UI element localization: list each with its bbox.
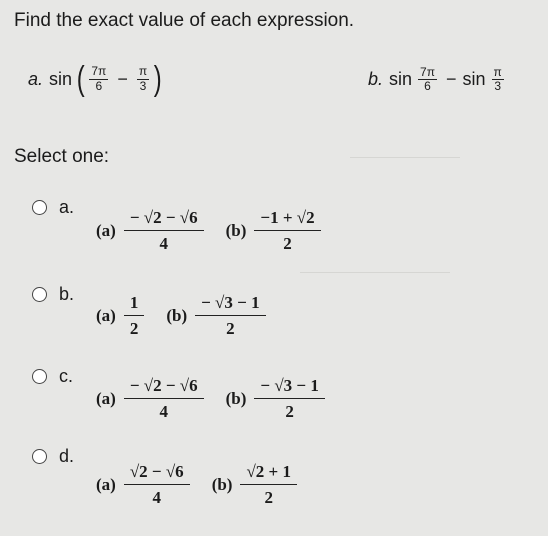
- fraction-denominator: 2: [226, 319, 235, 338]
- fraction-denominator: 4: [159, 402, 168, 421]
- answer-a-fraction: [124, 293, 145, 339]
- fraction-numerator: −1 + √2: [254, 208, 320, 231]
- option-c-answer: [96, 376, 325, 422]
- part-b-sin-2: sin: [462, 69, 486, 90]
- right-paren: ): [153, 60, 162, 98]
- answer-b-fraction: [254, 376, 324, 422]
- part-a-sin: sin: [49, 68, 73, 89]
- fraction-numerator: 7π: [420, 65, 435, 79]
- option-b[interactable]: [32, 284, 74, 305]
- option-a-radio[interactable]: [32, 200, 47, 215]
- part-b-fraction-1: [418, 66, 437, 93]
- answer-a-label: (a): [96, 475, 116, 494]
- fraction-denominator: 2: [283, 234, 292, 253]
- answer-b-fraction: [254, 208, 320, 254]
- answer-a-fraction: [124, 462, 190, 508]
- option-c[interactable]: [32, 366, 73, 387]
- option-d-radio[interactable]: [32, 449, 47, 464]
- answer-b-label: (b): [211, 475, 233, 494]
- part-a-fraction-2: [137, 65, 149, 92]
- answer-b-label: (b): [166, 306, 188, 325]
- answer-b-fraction: [240, 462, 297, 508]
- answer-b-fraction: [195, 293, 265, 339]
- fraction-denominator: 4: [159, 234, 168, 253]
- fraction-numerator: − √3 − 1: [195, 293, 265, 316]
- fraction-numerator: − √2 − √6: [124, 376, 204, 399]
- option-letter: c.: [59, 366, 74, 386]
- part-b-fraction-2: [492, 66, 504, 93]
- fraction-numerator: √2 + 1: [240, 462, 297, 485]
- part-a-label: a.: [28, 68, 44, 89]
- option-letter: b.: [59, 284, 75, 304]
- fraction-numerator: − √2 − √6: [124, 208, 204, 231]
- part-b-expression: [368, 66, 507, 93]
- option-a-answer: [96, 208, 321, 254]
- answer-b-label: (b): [225, 389, 247, 408]
- left-paren: (: [76, 60, 85, 98]
- part-a-expression: [28, 62, 163, 96]
- option-a[interactable]: [32, 197, 74, 218]
- fraction-numerator: √2 − √6: [124, 462, 190, 485]
- fraction-denominator: 3: [139, 78, 147, 93]
- fraction-denominator: 6: [95, 78, 103, 93]
- fraction-denominator: 2: [264, 488, 273, 507]
- option-letter: d.: [59, 446, 75, 466]
- fraction-numerator: − √3 − 1: [254, 376, 324, 399]
- fraction-denominator: 2: [285, 402, 294, 421]
- answer-a-label: (a): [96, 306, 116, 325]
- option-b-radio[interactable]: [32, 287, 47, 302]
- answer-a-fraction: [124, 208, 204, 254]
- fraction-denominator: 2: [129, 319, 139, 338]
- part-b-label: b.: [368, 69, 384, 90]
- answer-a-label: (a): [96, 389, 116, 408]
- minus-sign: −: [445, 69, 457, 90]
- fraction-numerator: 1: [124, 293, 145, 316]
- option-letter: a.: [59, 197, 75, 217]
- fraction-numerator: π: [493, 65, 502, 79]
- minus-sign: −: [117, 68, 128, 89]
- question-text: Find the exact value of each expression.: [14, 10, 355, 31]
- option-b-answer: [96, 293, 266, 339]
- fraction-denominator: 4: [152, 488, 161, 507]
- fraction-numerator: 7π: [91, 64, 107, 79]
- fraction-denominator: 3: [494, 79, 501, 94]
- option-c-radio[interactable]: [32, 369, 47, 384]
- answer-b-label: (b): [225, 221, 247, 240]
- select-one-label: Select one:: [14, 146, 110, 167]
- part-b-sin-1: sin: [389, 69, 413, 90]
- option-d-answer: [96, 462, 297, 508]
- fraction-denominator: 6: [424, 79, 431, 94]
- option-d[interactable]: [32, 446, 74, 467]
- answer-a-fraction: [124, 376, 204, 422]
- answer-a-label: (a): [96, 221, 116, 240]
- fraction-numerator: π: [138, 64, 148, 79]
- part-a-fraction-1: [89, 65, 108, 92]
